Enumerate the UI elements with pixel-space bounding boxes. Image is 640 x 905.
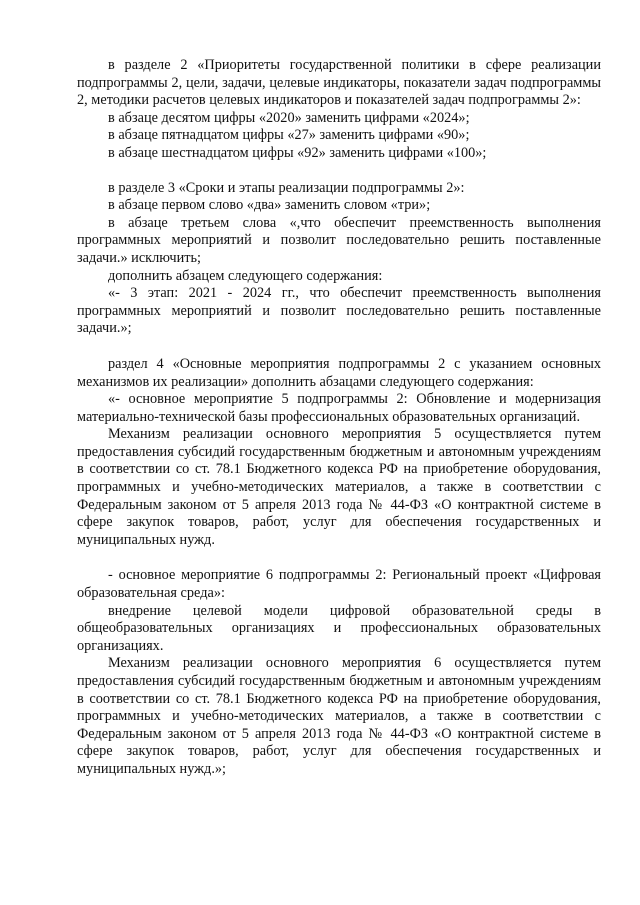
document-page	[77, 57, 601, 779]
section2-item-2: в абзаце пятнадцатом цифры «27» заменить цифрами «90»;	[108, 127, 470, 144]
spacer	[77, 338, 601, 356]
event5-mechanism: Механизм реализации основного мероприятия 5 осуществляется путем предоставления субсидий государственным бюджетным и автономным учреждениям в соответствии со ст. 78.1 Бюджетного кодекса РФ на приобретение оборудования, программных и учебно-методических материалов, а также в соответствии с Федеральным законом от 5 апреля 2013 года № 44-ФЗ «О контрактной системе в сфере закупок товаров, работ, услуг для обеспечения государственных и муниципальных нужд.	[77, 426, 601, 548]
section2-item-3: в абзаце шестнадцатом цифры «92» заменить цифрами «100»;	[108, 144, 487, 161]
spacer	[77, 163, 601, 180]
section3-intro: в разделе 3 «Сроки и этапы реализации подпрограммы 2»:	[108, 179, 465, 196]
section3-item-2: в абзаце третьем слова «,что обеспечит преемственность выполнения программных мероприятий и позволит последовательно решить поставленные задачи.» исключить;	[77, 214, 601, 266]
section4-intro: раздел 4 «Основные мероприятия подпрограммы 2 с указанием основных механизмов их реализации» дополнить абзацами следующего содержания:	[77, 355, 601, 390]
event6-description: внедрение целевой модели цифровой образовательной среды в общеобразовательных организациях и профессиональных образовательных организациях.	[77, 602, 601, 654]
section3-item-3: дополнить абзацем следующего содержания:	[108, 267, 383, 284]
section3-item-1: в абзаце первом слово «два» заменить словом «три»;	[108, 197, 431, 214]
event6-title: - основное мероприятие 6 подпрограммы 2: Региональный проект «Цифровая образовательная среда»:	[77, 567, 601, 602]
section3-item-4: «- 3 этап: 2021 - 2024 гг., что обеспечит преемственность выполнения программных мероприятий и позволит последовательно решить поставленные задачи.»;	[77, 285, 601, 337]
event6-mechanism: Механизм реализации основного мероприятия 6 осуществляется путем предоставления субсидий государственным бюджетным и автономным учреждениям в соответствии со ст. 78.1 Бюджетного кодекса РФ на приобретение оборудования, программных и учебно-методических материалов, а также в соответствии с Федеральным законом от 5 апреля 2013 года № 44-ФЗ «О контрактной системе в сфере закупок товаров, работ, услуг для обеспечения государственных и муниципальных нужд.»;	[77, 655, 601, 777]
event5-title: «- основное мероприятие 5 подпрограммы 2: Обновление и модернизация материально-технической базы профессиональных образовательных организаций.	[77, 391, 601, 425]
section2-item-1: в абзаце десятом цифры «2020» заменить цифрами «2024»;	[108, 109, 470, 126]
spacer	[77, 549, 601, 567]
section2-intro: в разделе 2 «Приоритеты государственной политики в сфере реализации подпрограммы 2, цели, задачи, целевые индикаторы, показатели задач подпрограммы 2, методики расчетов целевых индикаторов и показателей задач подпрограммы 2»:	[77, 57, 601, 109]
